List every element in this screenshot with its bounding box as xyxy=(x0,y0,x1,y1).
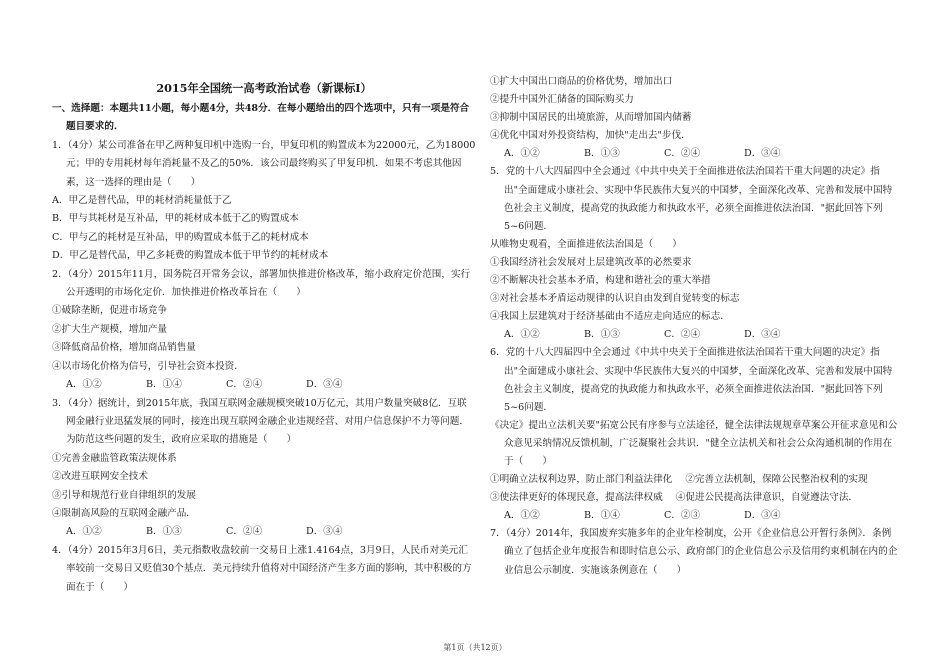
choice-b: B．①③ xyxy=(584,148,620,160)
choice-a: A．①② xyxy=(504,510,540,522)
q5-statement-4: ④我国上层建筑对于经济基础由不适应走向适应的标志． xyxy=(490,311,730,323)
choice-c: C．②④ xyxy=(226,526,263,538)
q6-statements-1-2 xyxy=(490,471,900,489)
q1-option-a: A．甲乙是替代品，甲的耗材消耗量低于乙 xyxy=(52,195,232,207)
choice-d: D．③④ xyxy=(744,148,781,160)
q3-statement-3: ③引导和规范行业自律组织的发展 xyxy=(52,489,196,501)
exam-title: 2015年全国统一高考政治试卷（新课标Ⅰ） xyxy=(156,81,372,95)
choice-a: A．①② xyxy=(66,526,102,538)
choice-c: C．②④ xyxy=(226,379,263,391)
q4-choices xyxy=(490,145,900,163)
q2-statement-4: ④以市场化价格为信号，引导社会资本投资． xyxy=(52,360,244,372)
choice-d: D．③④ xyxy=(744,510,781,522)
q4-statement-4: ④优化中国对外投资结构，加快"走出去"步伐． xyxy=(490,130,691,142)
q4-statement-1: ①扩大中国出口商品的价格优势，增加出口 xyxy=(490,76,673,87)
choice-c: C．②④ xyxy=(664,148,701,160)
section-heading: 一、选择题：本题共11小题，每小题4分，共48分．在每小题给出的四个选项中，只有一项是符合题目要求的． xyxy=(52,103,470,133)
choice-d: D．③④ xyxy=(306,526,343,538)
q2-statement-1: ①破除垄断，促进市场竞争 xyxy=(52,305,168,317)
right-column xyxy=(490,73,900,580)
question-7: 7．（4分）2014年，我国废弃实施多年的企业年检制度，公开《企业信息公开暂行条例》．条例确立了包括企业年度报告和即时信息公示、政府部门的企业信息公示及信用约束机制在内的企业信息公示制度．实施该条例意在（ ） xyxy=(490,528,898,576)
choice-c: C．②③ xyxy=(664,510,701,522)
question-2: 2．（4分）2015年11月，国务院召开常务会议，部署加快推进价格改革，缩小政府定价范围，实行公开透明的市场化定价．加快推进价格改革旨在（ ） xyxy=(52,268,471,299)
q5-statement-1: ①我国经济社会发展对上层建筑改革的必然要求 xyxy=(490,256,692,268)
q5-statement-3: ③对社会基本矛盾运动规律的认识自由发到自觉转变的标志 xyxy=(490,293,740,305)
choice-b: B．①④ xyxy=(584,510,620,522)
choice-a: A．①② xyxy=(66,379,102,391)
q3-statement-1: ①完善金融监管政策法规体系 xyxy=(52,452,177,464)
choice-b: B．①③ xyxy=(146,526,182,538)
choice-d: D．③④ xyxy=(306,379,343,391)
q4-statement-3: ③抑制中国居民的出境旅游，从而增加国内储蓄 xyxy=(490,112,692,124)
choice-a: A．①② xyxy=(504,329,540,341)
choice-c: C．②④ xyxy=(664,329,701,341)
choice-b: B．①③ xyxy=(584,329,620,341)
q3-statement-4: ④限制高风险的互联网金融产品． xyxy=(52,507,196,519)
q6-stem: 《决定》提出立法机关要"拓宽公民有序参与立法途径，健全法律法规规章草案公开征求意见和公众意见采纳情况反馈机制，广泛凝聚社会共识．"健全立法机关和社会公众沟通机制的作用在于（ ） xyxy=(490,419,898,467)
q3-choices xyxy=(52,523,476,541)
q6-statement-3: ③使法律更好的体现民意，提高法律权威 xyxy=(490,492,663,504)
q2-choices xyxy=(52,376,476,394)
q4-statement-2: ②提升中国外汇储备的国际购买力 xyxy=(490,94,634,106)
q5-statement-2: ②不断解决社会基本矛盾，构建和谐社会的重大举措 xyxy=(490,275,711,287)
q1-option-d: D．甲乙是替代品，甲乙多耗费的购置成本低于甲节约的耗材成本 xyxy=(52,250,329,262)
q6-statement-2: ②完善立法机制，保障公民整治权利的实现 xyxy=(685,474,868,486)
q6-statements-3-4 xyxy=(490,489,900,507)
q1-option-c: C．甲与乙的耗材是互补品，甲的购置成本低于乙的耗材成本 xyxy=(52,231,309,243)
q3-statement-2: ②改进互联网安全技术 xyxy=(52,471,148,483)
page-footer: 第1页（共12页） xyxy=(443,643,507,652)
q2-statement-2: ②扩大生产规模，增加产量 xyxy=(52,323,168,335)
question-3: 3．（4分）据统计，到2015年底，我国互联网金融规模突破10万亿元，其用户数量突破8亿．互联网金融行业迅猛发展的同时，接连出现互联网金融企业违规经营、对用户信息保护不力等问题．为防范这些问题的发生，政府应采取的措施是（ ） xyxy=(52,397,469,446)
choice-a: A．①② xyxy=(504,148,540,160)
question-1: 1．（4分）某公司准备在甲乙两种复印机中选购一台，甲复印机的购置成本为22000元，乙为18000元；甲的专用耗材每年消耗量不及乙的50%．该公司最终购买了甲复印机．如果不考虑其他因素，这一选择的理由是（ ） xyxy=(52,139,476,188)
q5-choices xyxy=(490,326,900,344)
q6-statement-1: ①明确立法权利边界，防止部门利益法律化 xyxy=(490,474,673,486)
left-column xyxy=(52,68,476,597)
q5-stem: 从唯物史观看，全面推进依法治国是（ ） xyxy=(490,238,682,250)
question-5: 5．党的十八大四届四中全会通过《中共中央关于全面推进依法治国若干重大问题的决定》指出"全面建成小康社会、实现中华民族伟大复兴的中国梦，全面深化改革、完善和发展中国特色社会主义制度，提高党的执政能力和执政水平，必须全面推进依法治国．"据此回答下列5~6问题． xyxy=(490,166,893,232)
question-6: 6．党的十八大四届四中全会通过《中共中央关于全面推进依法治国若干重大问题的决定》指出"全面建成小康社会、实现中华民族伟大复兴的中国梦，全面深化改革、完善和发展中国特色社会主义制度，提高党的执政能力和执政水平，必须全面推进依法治国．"据此回答下列5~6问题． xyxy=(490,347,893,413)
q6-statement-4: ④促进公民提高法律意识，自觉遵法守法． xyxy=(675,492,859,504)
q2-statement-3: ③降低商品价格，增加商品销售量 xyxy=(52,342,196,354)
choice-b: B．①④ xyxy=(146,379,182,391)
choice-d: D．③④ xyxy=(744,329,781,341)
q1-option-b: B．甲与其耗材是互补品，甲的耗材成本低于乙的购置成本 xyxy=(52,213,299,225)
question-4: 4．（4分）2015年3月6日，美元指数收盘较前一交易日上涨1.4164点，3月9日，人民币对美元汇率较前一交易日又贬值30个基点．美元持续升值将对中国经济产生多方面的影响，其中积极的方面在于（ ） xyxy=(52,544,472,593)
q6-choices xyxy=(490,507,900,525)
